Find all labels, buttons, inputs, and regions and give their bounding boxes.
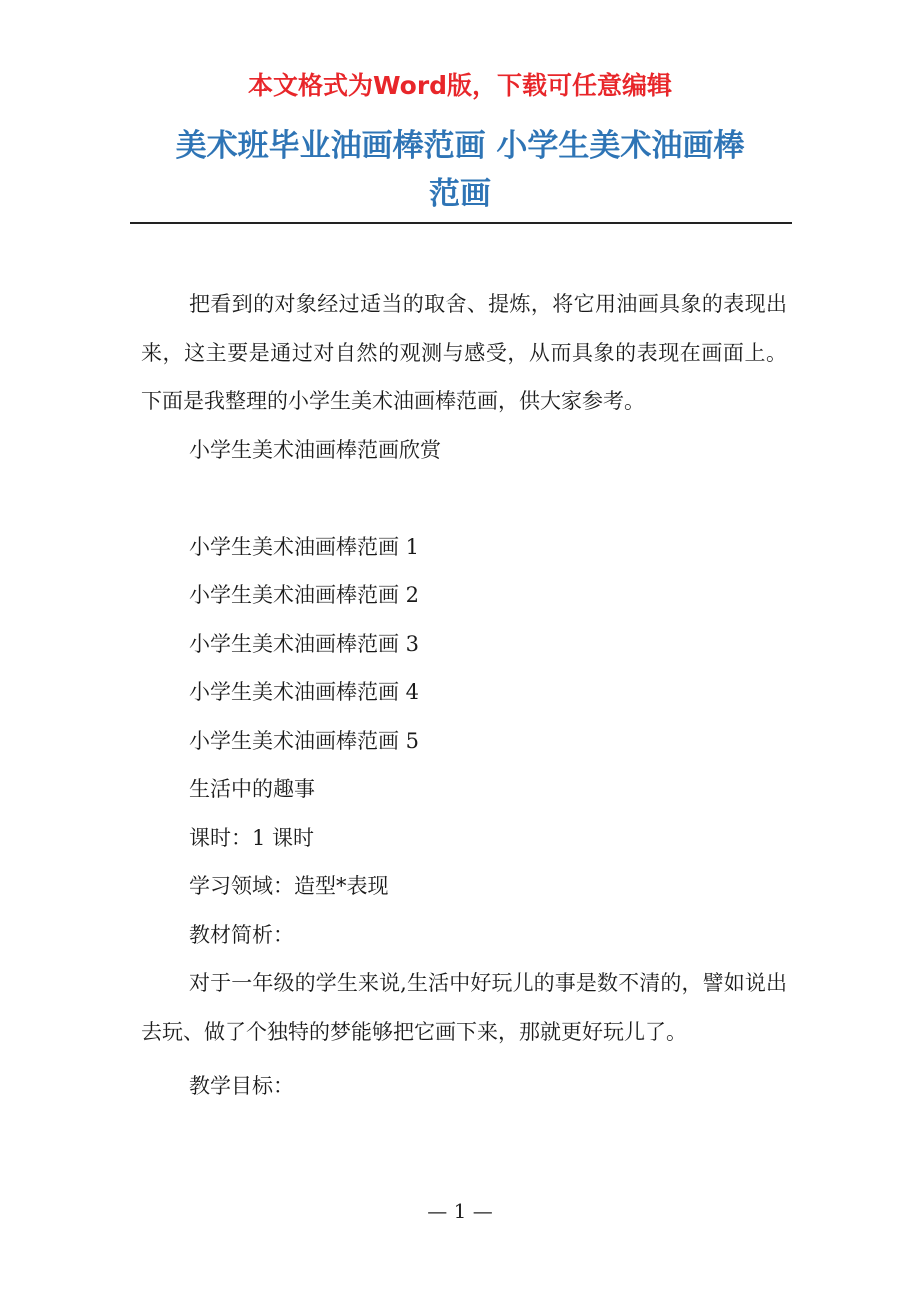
example-item-1: 小学生美术油画棒范画 1 xyxy=(189,534,420,559)
example-item-4: 小学生美术油画棒范画 4 xyxy=(189,680,420,704)
material-analysis-paragraph: 对于一年级的学生来说,生活中好玩儿的事是数不清的，譬如说出去玩、做了个独特的梦能够把它画下来，那就更好玩儿了。 xyxy=(141,971,787,1044)
lesson-title: 生活中的趣事 xyxy=(189,777,315,801)
intro-paragraph: 把看到的对象经过适当的取舍、提炼，将它用油画具象的表现出来，这主要是通过对自然的观测与感受，从而具象的表现在画面上。下面是我整理的小学生美术油画棒范画，供大家参考。 xyxy=(141,292,787,413)
download-notice: 本文格式为Word版，下载可任意编辑 xyxy=(247,71,673,100)
blank-line xyxy=(141,474,787,523)
page-number: — 1 — xyxy=(427,1199,493,1223)
example-item-2: 小学生美术油画棒范画 2 xyxy=(189,583,420,607)
example-item-5: 小学生美术油画棒范画 5 xyxy=(189,728,420,753)
material-analysis-label: 教材简析： xyxy=(189,922,294,947)
document-title xyxy=(0,122,920,218)
teaching-goals-label: 教学目标： xyxy=(189,1074,294,1098)
appreciation-heading: 小学生美术油画棒范画欣赏 xyxy=(189,437,441,462)
class-hours: 课时：1 课时 xyxy=(189,825,315,850)
study-field: 学习领域：造型*表现 xyxy=(189,874,389,898)
document-body xyxy=(141,280,787,1111)
title-line-2: 范画 xyxy=(429,176,491,212)
title-divider xyxy=(130,222,792,224)
title-line-1: 美术班毕业油画棒范画 小学生美术油画棒 xyxy=(175,128,745,164)
example-item-3: 小学生美术油画棒范画 3 xyxy=(189,631,420,656)
